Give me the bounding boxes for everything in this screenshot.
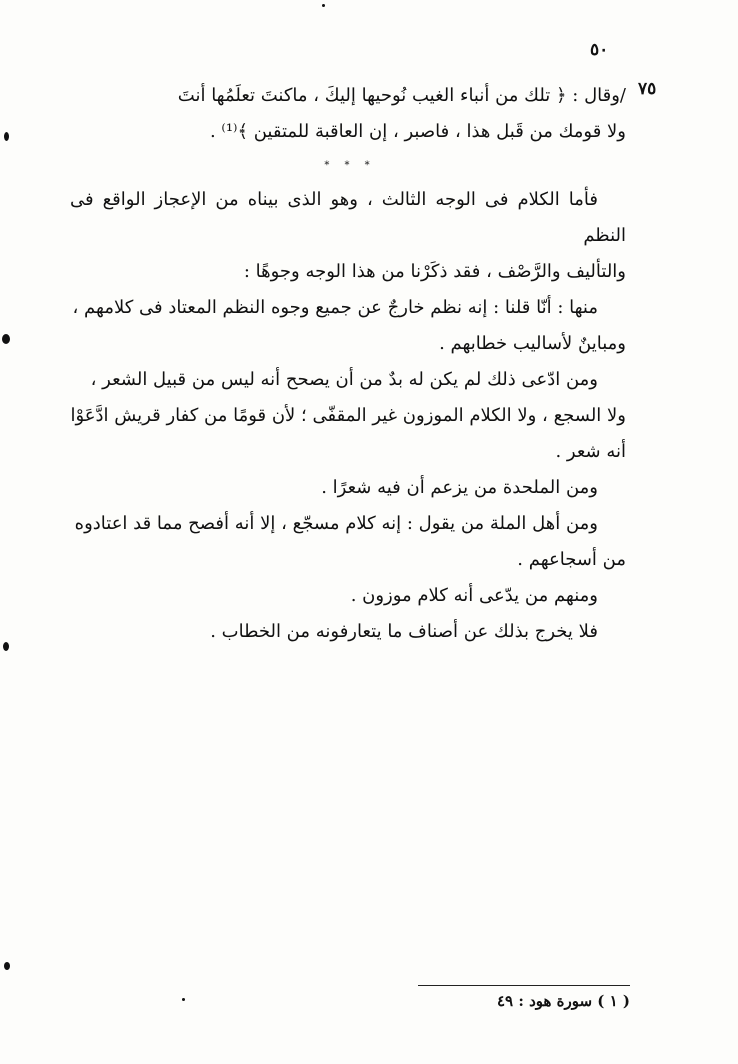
quran-line: ولا قومك من قَبل هذا ، فاصبر ، إن العاقبة للمتقين ﴾⁽¹⁾ . [209,121,626,142]
footnote-divider [418,985,630,986]
paragraph-line: منها : أنّا قلنا : إنه نظم خارجٌ عن جميع وجوه النظم المعتاد فى كلامهم ، [72,297,598,318]
scan-speck [322,4,325,7]
paragraph-line: ومن ادّعى ذلك لم يكن له بدٌ من أن يصحح أنه ليس من قبيل الشعر ، [90,369,598,390]
paragraph-line: ومنهم من يدّعى أنه كلام موزون . [350,585,598,606]
page-number: ٥٠ [590,40,609,60]
scan-speck [4,132,9,141]
scan-speck [3,642,9,651]
scan-speck [2,334,10,344]
paragraph-line: أنه شعر . [555,441,626,462]
paragraph-line: ومن الملحدة من يزعم أن فيه شعرًا . [321,477,598,498]
paragraph-line: ومباينٌ لأساليب خطابهم . [439,333,626,354]
paragraph-line: ولا السجع ، ولا الكلام الموزون غير المقفّى ؛ لأن قومًا من كفار قريش ادَّعَوْا [70,405,626,426]
footnote: ( ١ ) سورة هود : ٤٩ [496,992,630,1010]
main-text [70,182,626,650]
scan-speck [182,998,185,1001]
margin-number: ٧٥ [638,79,657,99]
paragraph-line: فلا يخرج بذلك عن أصناف ما يتعارفونه من الخطاب . [210,621,598,642]
quran-line: /وقال : ﴿ تلك من أنباء الغيب نُوحيها إليكَ ، ماكنتَ تعلَمُها أنتَ [177,85,626,106]
paragraph-line: ومن أهل الملة من يقول : إنه كلام مسجّع ، إلا أنه أفصح مما قد اعتادوه [74,513,598,534]
section-separator: * * * [324,160,376,171]
paragraph-line: والتأليف والرَّصْف ، فقد ذكَرْنا من هذا الوجه وجوهًا : [243,261,626,282]
scan-speck [4,962,10,970]
quran-quote [70,78,626,150]
paragraph-line: من أسجاعهم . [517,549,626,570]
paragraph-line: فأما الكلام فى الوجه الثالث ، وهو الذى بيناه من الإعجاز الواقع فى النظم [70,189,626,246]
